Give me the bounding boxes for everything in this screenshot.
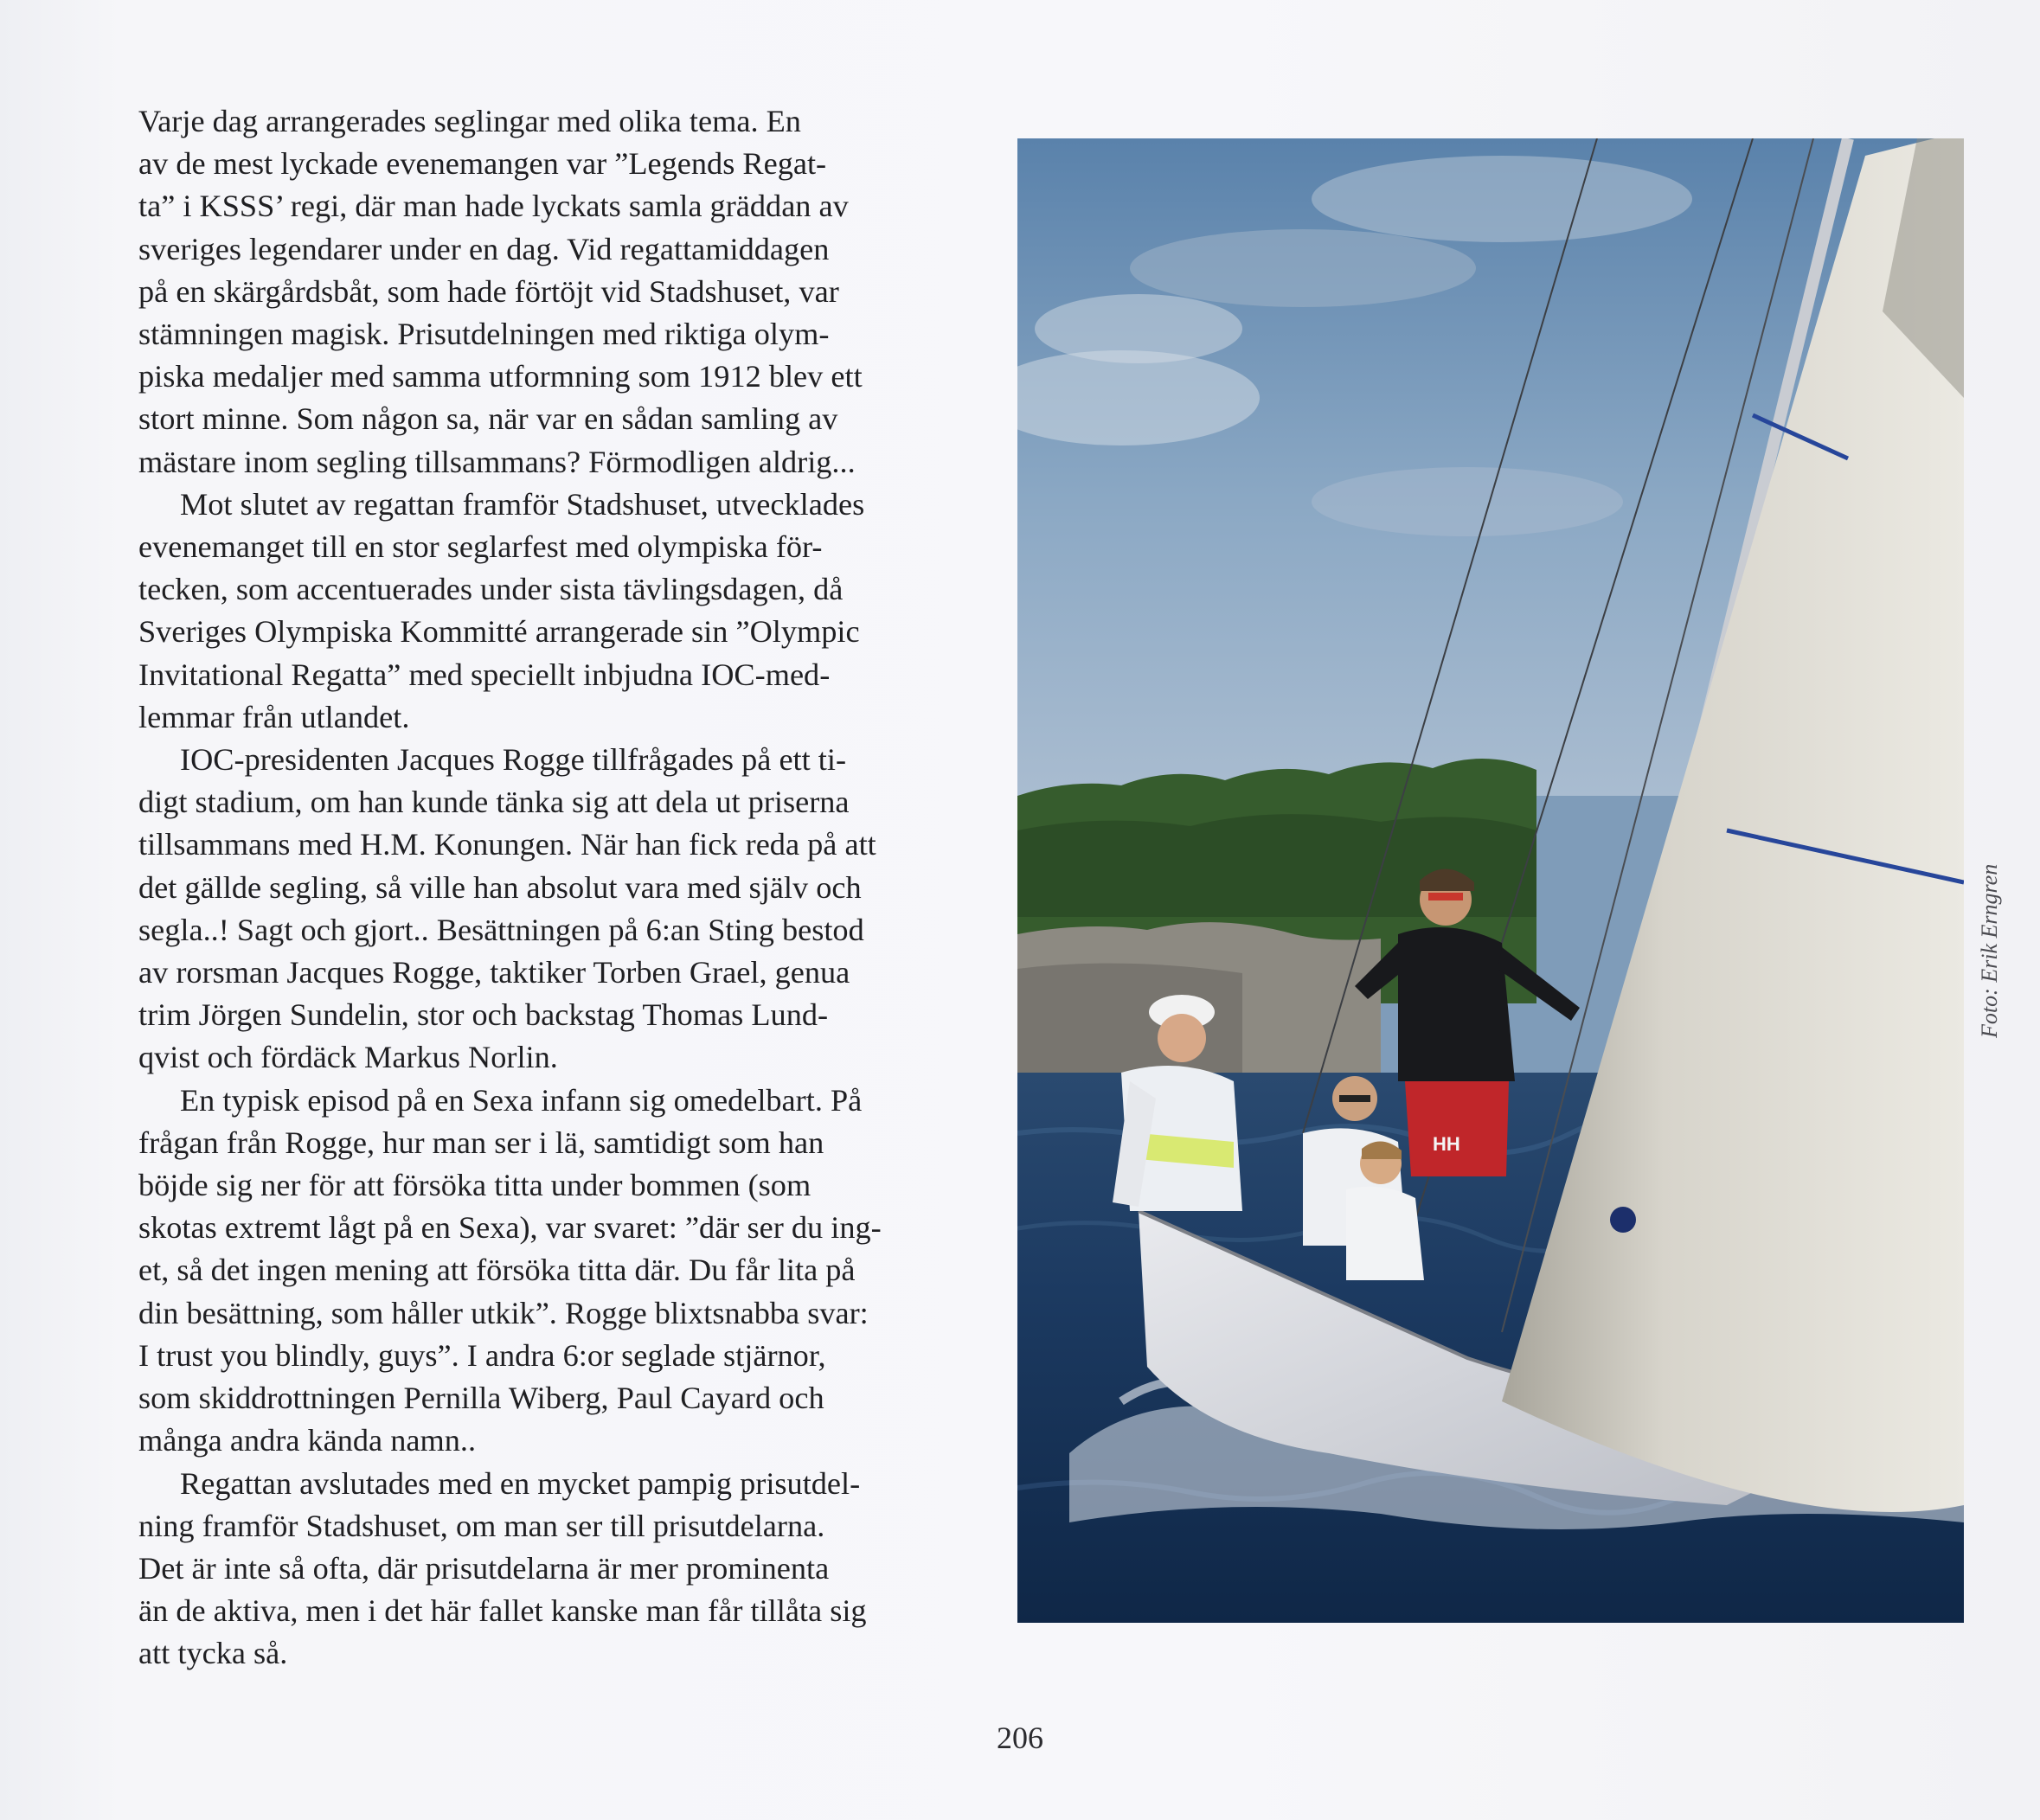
text-line: Mot slutet av regattan framför Stadshuset, utvecklades [180,486,865,522]
body-paragraph [138,739,952,1080]
text-line: IOC-presidenten Jacques Rogge tillfrågades på ett ti- [180,742,847,778]
text-line: som skiddrottningen Pernilla Wiberg, Paul Cayard och [138,1381,824,1416]
text-line: Regattan avslutades med en mycket pampig prisutdel- [180,1465,861,1501]
text-line: din besättning, som håller utkik”. Rogge blixtsnabba svar: [138,1295,869,1330]
text-line: evenemanget till en stor seglarfest med olympiska för- [138,529,823,565]
shorts-logo: HH [1433,1133,1460,1155]
text-line: att tycka så. [138,1636,288,1671]
cloud [1130,229,1476,307]
body-paragraph [138,1080,952,1463]
text-line: segla..! Sagt och gjort.. Besättningen på 6:an Sting bestod [138,912,864,947]
text-line: et, så det ingen mening att försöka titta där. Du får lita på [138,1253,856,1288]
text-line: ta” i KSSS’ regi, där man hade lyckats samla gräddan av [138,189,849,224]
text-line: mästare inom segling tillsammans? Förmodligen aldrig... [138,444,856,479]
text-line: trim Jörgen Sundelin, stor och backstag Thomas Lund- [138,997,829,1033]
text-line: piska medaljer med samma utformning som 1912 blev ett [138,359,863,394]
body-paragraph [138,1463,952,1676]
text-line: frågan från Rogge, hur man ser i lä, samtidigt som han [138,1125,824,1160]
text-line: tecken, som accentuerades under sista tävlingsdagen, då [138,572,844,607]
text-line: Sveriges Olympiska Kommitté arrangerade sin ”Olympic [138,614,860,650]
photo-credit: Foto: Erik Erngren [1977,863,2002,1038]
body-paragraph [138,484,952,739]
page-number: 206 [997,1721,1043,1755]
text-line: qvist och fördäck Markus Norlin. [138,1040,558,1075]
text-line: Varje dag arrangerades seglingar med olika tema. En [138,104,801,138]
text-line: En typisk episod på en Sexa infann sig omedelbart. På [180,1082,863,1118]
text-line: ning framför Stadshuset, om man ser till prisutdelarna. [138,1508,825,1543]
text-line: stämningen magisk. Prisutdelningen med riktiga olym- [138,317,830,352]
sailing-photo-illustration [1017,138,1964,1623]
text-line: Det är inte så ofta, där prisutdelarna är mer prominenta [138,1550,830,1586]
text-line: av de mest lyckade evenemangen var ”Legends Regat- [138,146,827,182]
text-line: lemmar från utlandet. [138,699,410,734]
text-line: av rorsman Jacques Rogge, taktiker Torben Grael, genua [138,955,850,990]
text-line: stort minne. Som någon sa, när var en sådan samling av [138,401,838,437]
text-line: Invitational Regatta” med speciellt inbjudna IOC-med- [138,657,831,692]
text-line: I trust you blindly, guys”. I andra 6:or seglade stjärnor, [138,1337,826,1373]
text-line: på en skärgårdsbåt, som hade förtöjt vid Stadshuset, var [138,273,839,309]
body-text-column [138,100,952,1676]
sailing-photo [1017,138,1964,1623]
text-line: det gällde segling, så ville han absolut vara med själv och [138,869,862,905]
text-line: tillsammans med H.M. Konungen. När han fick reda på att [138,827,876,862]
text-line: sveriges legendarer under en dag. Vid regattamiddagen [138,231,830,266]
text-line: digt stadium, om han kunde tänka sig att dela ut priserna [138,785,850,820]
cloud [1312,467,1623,536]
sail-logo-badge [1610,1207,1636,1233]
text-line: böjde sig ner för att försöka titta under bommen (som [138,1168,812,1203]
cloud [1312,156,1692,242]
body-paragraph [138,100,952,484]
text-line: många andra kända namn.. [138,1423,477,1458]
text-line: än de aktiva, men i det här fallet kanske man får tillåta sig [138,1593,867,1629]
text-line: skotas extremt lågt på en Sexa), var svaret: ”där ser du ing- [138,1210,882,1246]
